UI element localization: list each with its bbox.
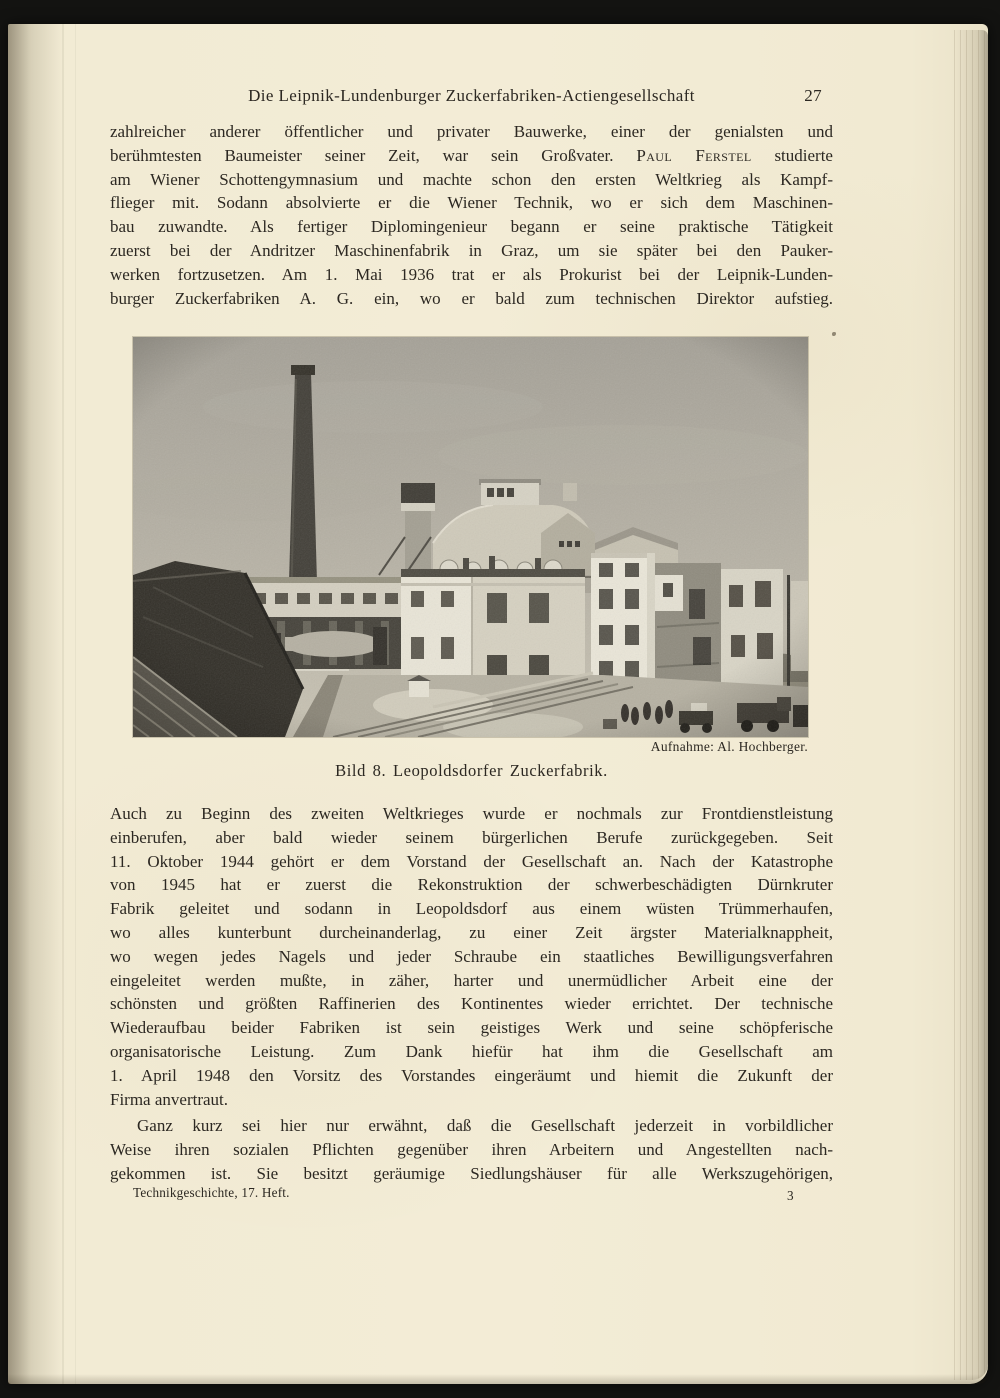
text-line: wo wegen jedes Nagels und jeder Schraube ein staatliches Bewilligungsverfahren xyxy=(110,946,833,966)
book-page xyxy=(8,24,988,1384)
text-line: gekommen ist. Sie besitzt geräumige Siedlungshäuser für alle Werkszugehörigen, xyxy=(110,1163,833,1183)
book-fore-edge xyxy=(954,30,988,1380)
text-line: Weise ihren sozialen Pflichten gegenüber ihren Arbeitern und Angestellten nach- xyxy=(110,1139,833,1159)
text-line: organisatorische Leistung. Zum Dank hiefür hat ihm die Gesellschaft am xyxy=(110,1041,833,1061)
text-line: zuerst bei der Andritzer Maschinenfabrik in Graz, um sie später bei den Pauker- xyxy=(110,240,833,260)
text-line: burger Zuckerfabriken A. G. ein, wo er bald zum technischen Direktor aufstieg. xyxy=(110,288,833,308)
paper-speck xyxy=(832,332,836,336)
text-line: zahlreicher anderer öffentlicher und privater Bauwerke, einer der genialsten und xyxy=(110,122,833,141)
paragraph-2 xyxy=(110,802,833,1111)
running-header xyxy=(110,86,833,108)
vignette-overlay xyxy=(133,337,808,737)
text-line: Wiederaufbau beider Fabriken ist sein geistiges Werk und seine schöpferische xyxy=(110,1018,833,1038)
paragraph-1 xyxy=(110,120,833,310)
factory-photo-art xyxy=(133,337,808,737)
page-number: 27 xyxy=(804,86,822,105)
text-line: berühmtesten Baumeister seiner Zeit, war sein Großvater. Paul Ferstel studierte xyxy=(110,145,833,165)
text-line: schönsten und größten Raffinerien des Kontinentes wieder errichtet. Der technische xyxy=(110,994,833,1014)
signature-number: 3 xyxy=(787,1188,794,1203)
paper-crease xyxy=(75,24,76,1384)
text-line: werken fortzusetzen. Am 1. Mai 1936 trat er als Prokurist bei der Leipnik-Lunden- xyxy=(110,264,833,284)
text-line: einberufen, aber bald wieder seinem bürgerlichen Berufe zurückgegeben. Seit xyxy=(110,827,833,847)
text-line: Firma anvertraut. xyxy=(110,1089,229,1109)
page-footer xyxy=(110,1185,833,1205)
text-line: am Wiener Schottengymnasium und machte schon den ersten Weltkrieg als Kampf- xyxy=(110,169,833,189)
text-line: von 1945 hat er zuerst die Rekonstruktion der schwerbeschädigten Dürnkruter xyxy=(110,875,833,895)
page-bottom-shadow xyxy=(8,1374,988,1384)
factory-photograph xyxy=(133,337,808,737)
text-line: bau zuwandte. Als fertiger Diplomingenieur begann er seine praktische Tätigkeit xyxy=(110,217,833,237)
page-gutter-shadow xyxy=(8,24,78,1384)
text-line: 11. Oktober 1944 gehört er dem Vorstand der Gesellschaft an. Nach der Katastrophe xyxy=(110,851,833,871)
paragraph-3 xyxy=(110,1114,833,1185)
text-line: wo alles kunterbunt durcheinanderlag, zu einer Zeit ärgster Materialknappheit, xyxy=(110,922,833,942)
text-line: 1. April 1948 den Vorsitz des Vorstandes eingeräumt und hiemit die Zukunft der xyxy=(110,1065,833,1085)
figure-caption: Bild 8. Leopoldsdorfer Zuckerfabrik. xyxy=(335,761,608,780)
paper-crease xyxy=(62,24,64,1384)
running-header-title: Die Leipnik-Lundenburger Zuckerfabriken-Actiengesellschaft xyxy=(248,86,695,105)
text-line: flieger mit. Sodann absolvierte er die Wiener Technik, wo er sich dem Maschinen- xyxy=(110,193,833,213)
text-line: eingeleitet werden mußte, in zäher, harter und unermüdlicher Arbeit eine der xyxy=(110,970,833,990)
signature-title: Technikgeschichte, 17. Heft. xyxy=(133,1185,290,1200)
text-line: Ganz kurz sei hier nur erwähnt, daß die Gesellschaft jederzeit in vorbildlicher xyxy=(137,1116,833,1135)
text-line: Fabrik geleitet und sodann in Leopoldsdorf aus einem wüsten Trümmerhaufen, xyxy=(110,899,833,919)
photo-credit: Aufnahme: Al. Hochberger. xyxy=(650,739,808,754)
text-line: Auch zu Beginn des zweiten Weltkrieges wurde er nochmals zur Frontdienstleistung xyxy=(110,804,833,823)
